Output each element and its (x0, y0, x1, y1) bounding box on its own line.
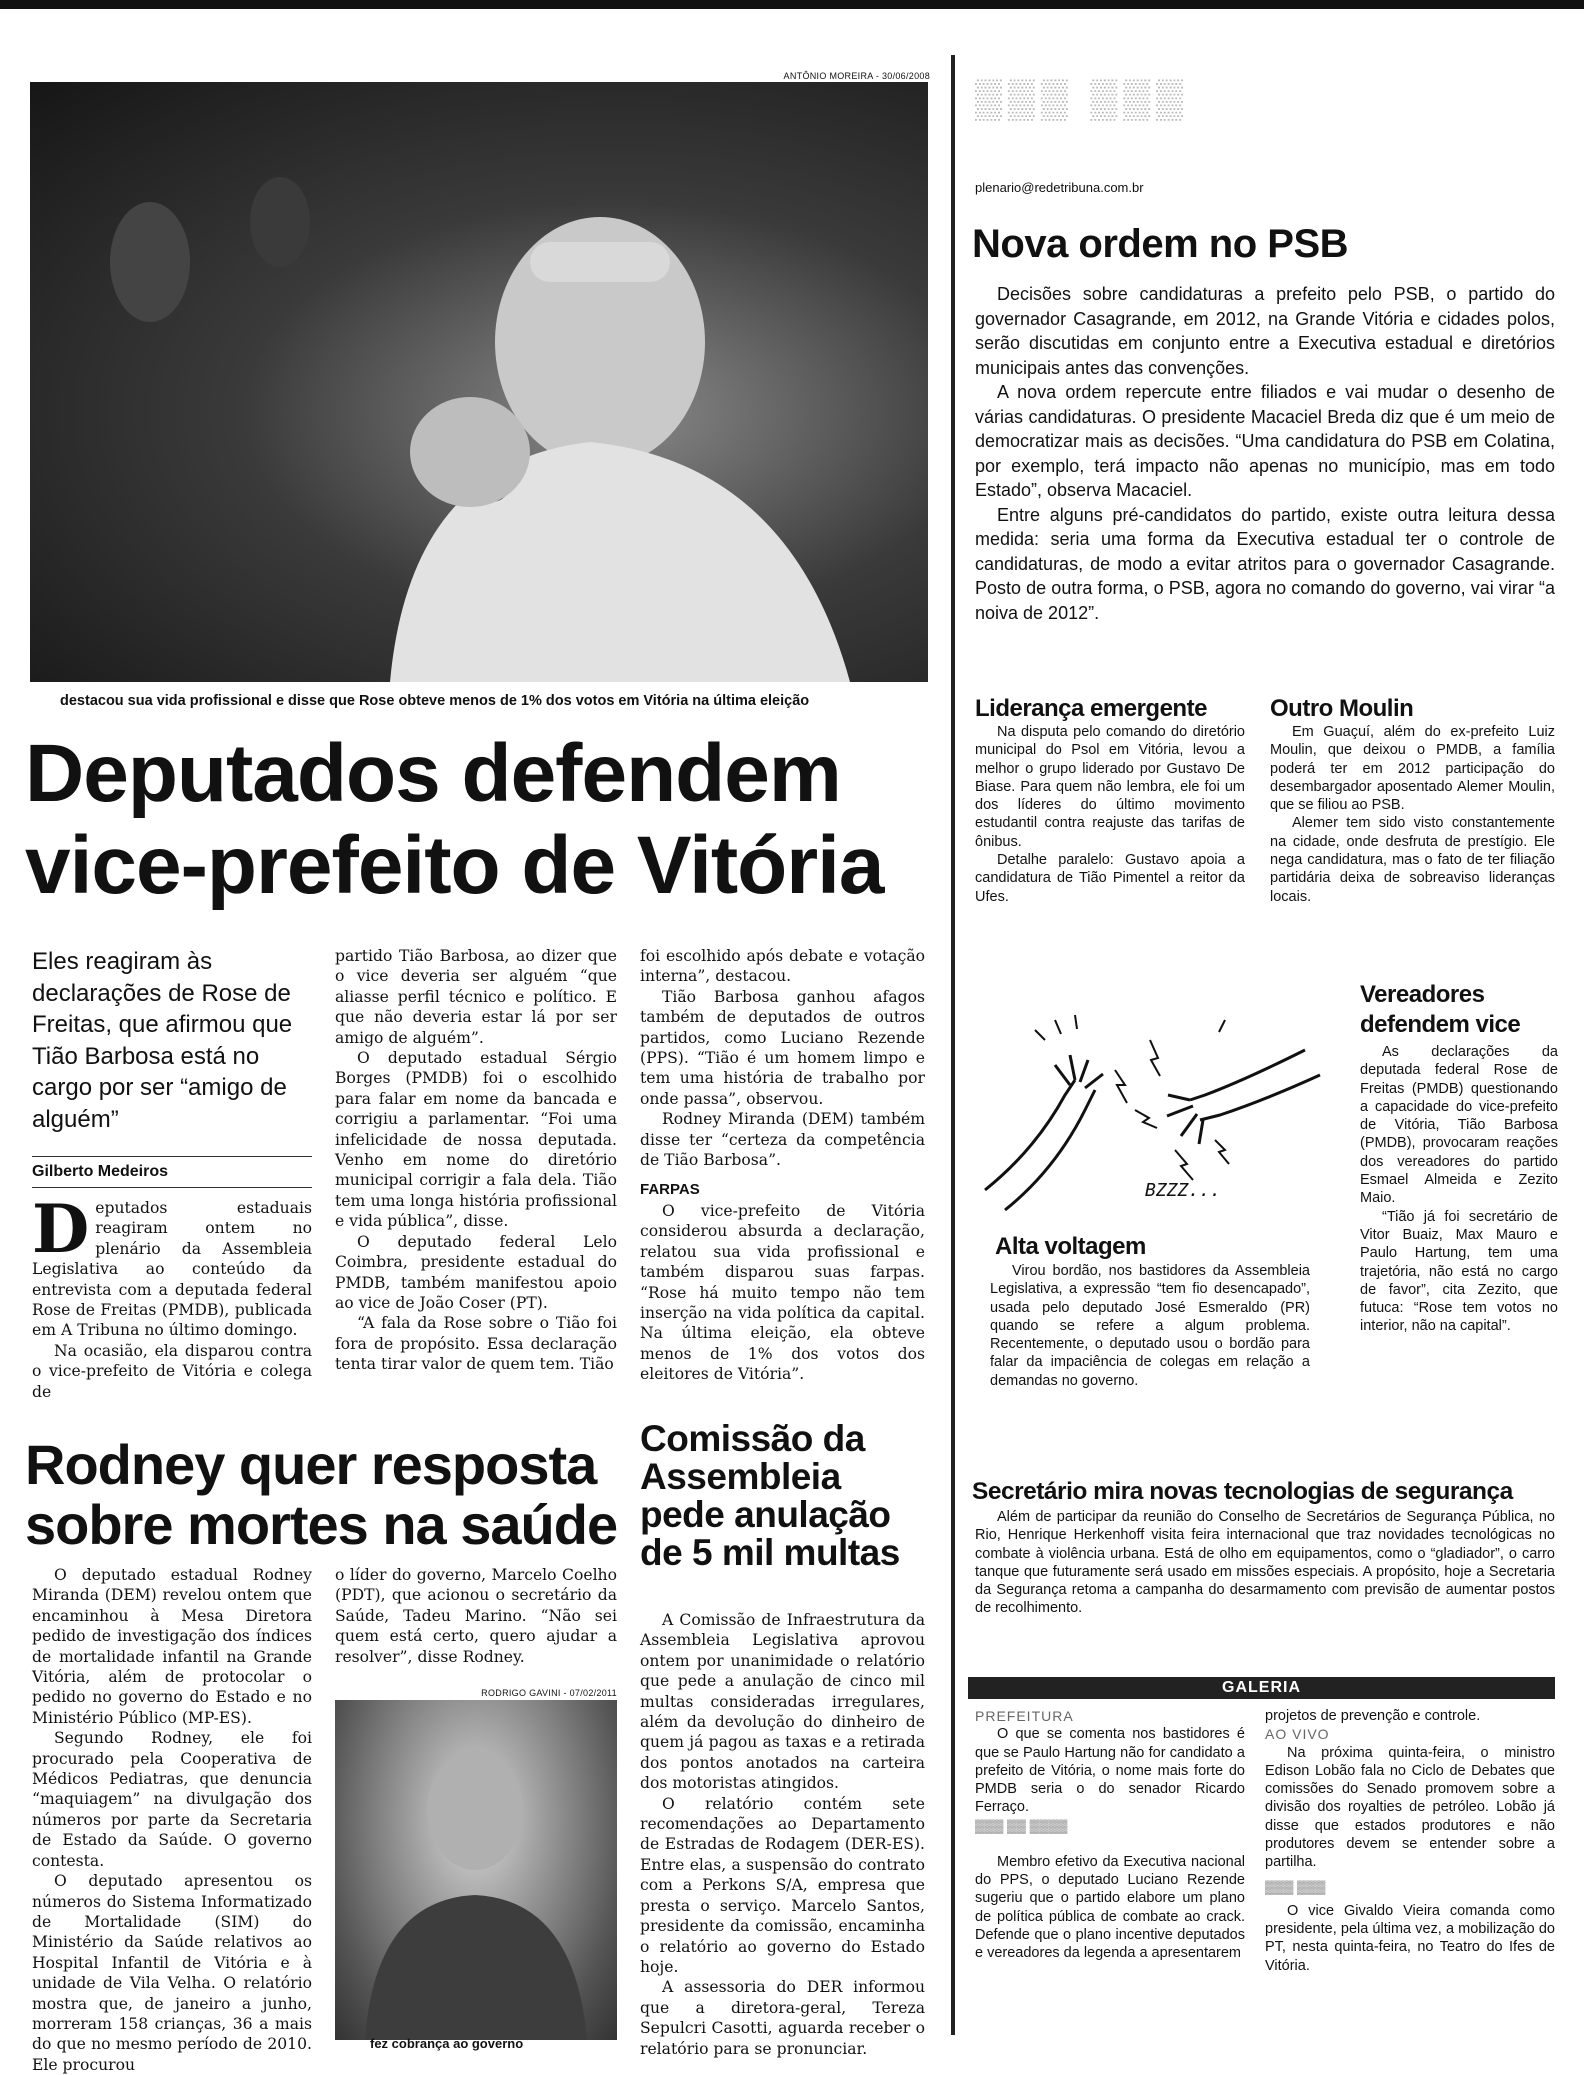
moulin-title: Outro Moulin (1270, 695, 1414, 722)
top-rule (0, 0, 1584, 9)
vereadores-title-line2: defendem vice (1360, 1011, 1521, 1038)
main-headline (25, 728, 935, 912)
news-photo (30, 82, 928, 682)
comissao-headline (640, 1420, 930, 1572)
rodney-headline-line1: Rodney quer resposta (25, 1433, 597, 1496)
main-col2-p1: partido Tião Barbosa, ao dizer que o vice deveria ser alguém “que aliasse perfil técnico e político. E que não deveria estar lá por ser amigo de alguém”. (335, 947, 617, 1047)
comissao-p1: A Comissão de Infraestrutura da Assembleia Legislativa aprovou ontem por unanimidade o relatório que pede a anulação de cinco mil multas consideradas irregulares, além da devolução do dinheiro de quem já pagou as taxas e a retirada dos pontos anotados na carteira dos motoristas atingidos. (640, 1611, 925, 1793)
rodney-headline-line2: sobre mortes na saúde (25, 1493, 618, 1556)
main-col3-p3: Rodney Miranda (DEM) também disse ter “certeza da competência de Tião Barbosa”. (640, 1110, 925, 1170)
moulin-p2: Alemer tem sido visto constantemente na cidade, onde desfruta de prestígio. Ele nega candidatura, mas o fato de ter filiação partidária deixa de sobreaviso lideranças locais. (1270, 815, 1555, 905)
comissao-headline-line3: pede anulação (640, 1494, 891, 1535)
main-col3-p2: Tião Barbosa ganhou afagos também de deputados de outros partidos, como Luciano Rezende (PPS). “Tião é um homem limpo e tem uma história de trabalho por onde passa”, observou. (640, 987, 925, 1108)
comissao-p3: A assessoria do DER informou que a diretora-geral, Tereza Sepulcri Casotti, aguarda receber o relatório para se pronunciar. (640, 1978, 925, 2058)
galeria-bar: GALERIA (968, 1677, 1555, 1699)
main-col2-p4: “A fala da Rose sobre o Tião foi fora de propósito. Essa declaração tenta tirar valor de quem tem. Tião (335, 1314, 617, 1374)
comissao-p2: O relatório contém sete recomendações ao Departamento de Estradas de Rodagem (DER-ES). Entre elas, a suspensão do contrato com a Perkons S/A, empresa que presta o serviço. Marcelo Santos, presidente da comissão, encaminha o relatório ao governo do Estado hoje. (640, 1794, 925, 1976)
rodney-photo (335, 1700, 617, 2040)
galeria-col2 (1265, 1707, 1555, 1975)
comissao-headline-line1: Comissão da (640, 1418, 865, 1459)
galeria-sec4-text: O vice Givaldo Vieira comanda como presidente, pela última vez, a mobilização do PT, nesta quinta-feira, no Teatro do Ifes de Vitória. (1265, 1902, 1555, 1974)
main-headline-line2: vice-prefeito de Vitória (25, 820, 884, 911)
byline-rule (32, 1156, 312, 1157)
column-logo: ▒▒▒ ▒▒▒ (975, 78, 1190, 120)
column-p1: Decisões sobre candidaturas a prefeito pelo PSB, o partido do governador Casagrande, em 2012, na Grande Vitória e cidades polos, serão discutidas em conjunto entre a Executiva estadual e diretórios municipais antes das convenções. (975, 284, 1555, 378)
photo-credit: ANTÔNIO MOREIRA - 30/06/2008 (783, 71, 930, 81)
column-headline: Nova ordem no PSB (972, 222, 1349, 266)
main-col1-p2: Na ocasião, ela disparou contra o vice-prefeito de Vitória e colega de (32, 1341, 312, 1401)
galeria-sec3-title: AO VIVO (1265, 1726, 1330, 1743)
vereadores-p2: “Tião já foi secretário de Vitor Buaiz, Max Mauro e Paulo Hartung, tem uma trajetória, não está no cargo de favor”, cita Zezito, que futuca: “Rose tem votos no interior, não na capital”. (1360, 1208, 1558, 1335)
galeria-sec2-text: Membro efetivo da Executiva nacional do PPS, o deputado Luciano Rezende sugeriu que o partido elabore um plano de política pública de combate ao crack. Defende que o plano incentive deputados e vereadores da legenda a apresentarem (975, 1853, 1245, 1962)
lideranca-p1: Na disputa pelo comando do diretório municipal do Psol em Vitória, levou a melhor o grupo liderado por Gustavo De Biase. Para quem não lembra, ele foi um dos líderes do último movimento estudantil contra reajuste das tarifas de ônibus. (975, 724, 1245, 850)
main-col2-p2: O deputado estadual Sérgio Borges (PMDB) foi o escolhido para falar em nome da bancada e corrigiu a parlamentar. “Foi uma infelicidade de nossa deputada. Venho em nome do diretório municipal corrigir a fala dela. Tião tem uma longa história profissional e vida pública”, disse. (335, 1049, 617, 1231)
rodney-headline (25, 1435, 625, 1555)
vereadores-title (1360, 980, 1520, 1040)
photo-caption: destacou sua vida profissional e disse que Rose obteve menos de 1% dos votos em Vitória na última eleição (60, 693, 810, 709)
cartoon-body (990, 1262, 1310, 1390)
galeria-sec1-title: PREFEITURA (975, 1708, 1074, 1724)
byline: Gilberto Medeiros (32, 1163, 169, 1180)
byline-rule-bottom (32, 1187, 312, 1188)
cartoon-title: Alta voltagem (995, 1233, 1146, 1260)
comissao-headline-line2: Assembleia (640, 1456, 841, 1497)
moulin-p1: Em Guaçuí, além do ex-prefeito Luiz Moulin, que deixou o PMDB, a família poderá ter em 2012 participação do desembargador aposentado Alemer Moulin, que se filiou ao PSB. (1270, 724, 1555, 814)
column-divider (951, 55, 955, 2035)
galeria-sec2-cont: projetos de prevenção e controle. (1265, 1708, 1481, 1724)
portrait-icon (335, 1700, 617, 2040)
column-body (975, 282, 1555, 625)
main-col3-p4: O vice-prefeito de Vitória considerou absurda a declaração, relatou sua vida profissional e também disparou suas farpas. “Rose há muito tempo não tem inserção na vida política da capital. Na última eleição, ela obteve menos de 1% dos votos dos eleitores de Vitória”. (640, 1201, 925, 1384)
galeria-faded-title-2: ▓▓▓ ▓▓▓ (1265, 1878, 1326, 1894)
lideranca-p2: Detalhe paralelo: Gustavo apoia a candidatura de Tião Pimentel a reitor da Ufes. (975, 852, 1245, 905)
secretario-body (975, 1508, 1555, 1618)
rodney-col1-p2: Segundo Rodney, ele foi procurado pela Cooperativa de Médicos Pediatras, que denuncia “maquiagem” na divulgação dos números por parte da Secretaria de Estado da Saúde. O governo contesta. (32, 1729, 312, 1870)
vereadores-body (1360, 1043, 1558, 1336)
secretario-title: Secretário mira novas tecnologias de segurança (972, 1478, 1513, 1505)
rodney-col1 (32, 1565, 312, 2075)
vereadores-p1: As declarações da deputada federal Rose de Freitas (PMDB) questionando a capacidade do vice-prefeito de Vitória, Tião Barbosa (PMDB), provocaram reações dos vereadores do partido Esmael Almeida e Zezito Maio. (1360, 1044, 1558, 1207)
photo-figure-icon (30, 82, 928, 682)
main-col3-p1: foi escolhido após debate e votação interna”, destacou. (640, 947, 925, 986)
galeria-col1 (975, 1707, 1245, 1963)
column-email[interactable]: plenario@redetribuna.com.br (975, 180, 1144, 195)
galeria-sec3-text: Na próxima quinta-feira, o ministro Edison Lobão fala no Ciclo de Debates que comissões do Senado promovem sobre a divisão dos royalties de petróleo. Lobão já disse que estados produtores e não produtores devem se entender sobre a partilha. (1265, 1744, 1555, 1871)
main-col1 (32, 1190, 312, 1402)
main-col2-p3: O deputado federal Lelo Coimbra, presidente estadual do PMDB, também manifestou apoio ao vice de João Coser (PT). (335, 1232, 617, 1312)
rodney-col1-p1: O deputado estadual Rodney Miranda (DEM) revelou ontem que encaminhou à Mesa Diretora pedido de investigação dos índices de mortalidade infantil na Grande Vitória, além de protocolar o pedido no governo do Estado e no Ministério Público (MP-ES). (32, 1566, 312, 1727)
column-p3: Entre alguns pré-candidatos do partido, existe outra leitura dessa medida: seria uma forma da Executiva estadual ter o controle de candidaturas, de modo a evitar atritos para o governador Casagrande. Posto de outra forma, o PSB, agora no comando do governo, vai virar “a noiva de 2012”. (975, 504, 1555, 623)
main-headline-line1: Deputados defendem (25, 728, 841, 819)
rodney-photo-caption: fez cobrança ao governo (370, 2036, 524, 2051)
vereadores-title-line1: Vereadores (1360, 981, 1485, 1008)
column-p2: A nova ordem repercute entre filiados e vai mudar o desenho de várias candidaturas. O presidente Macaciel Breda diz que é um meio de democratizar mais as decisões. “Uma candidatura do PSB em Colatina, por exemplo, terá impacto não apenas no município, mas em todo Estado”, observa Macaciel. (975, 382, 1555, 500)
main-subhead: FARPAS (640, 1181, 700, 1199)
secretario-p1: Além de participar da reunião do Conselho de Secretários de Segurança Pública, no Rio, Henrique Herkenhoff visita feira internacional que traz novidades tecnológicas no combate à violência urbana. Está de olho em equipamentos, como o “gladiador”, o carro tanque que futuramente será usado em missões especiais. A propósito, hoje a Secretaria da Segurança retoma a campanha do desarmamento com previsão de aumentar postos de recolhimento. (975, 1509, 1555, 1617)
main-deck: Eles reagiram às declarações de Rose de Freitas, que afirmou que Tião Barbosa está no cargo por ser “amigo de alguém” (32, 948, 293, 1133)
main-col2 (335, 946, 617, 1375)
lideranca-body (975, 723, 1245, 906)
comissao-body (640, 1610, 925, 2059)
cartoon-sound: BZZZ... (1145, 1180, 1221, 1201)
main-col3 (640, 946, 925, 1385)
dropcap: D (32, 1190, 90, 1268)
moulin-body (1270, 723, 1555, 906)
rodney-col2-p1: o líder do governo, Marcelo Coelho (PDT), que acionou o secretário da Saúde, Tadeu Marino. “Não sei quem está certo, quero ajudar a resolver”, disse Rodney. (335, 1566, 617, 1666)
cartoon (975, 1000, 1325, 1230)
galeria-sec1-text: O que se comenta nos bastidores é que se Paulo Hartung não for candidato a prefeito de Vitória, o nome mais forte do PMDB seria o do senador Ricardo Ferraço. (975, 1726, 1245, 1816)
comissao-headline-line4: de 5 mil multas (640, 1532, 900, 1573)
rodney-col1-p3: O deputado apresentou os números do Sistema Informatizado de Mortalidade (SIM) do Ministério da Saúde relativos ao Hospital Infantil de Vitória e à unidade de Vila Velha. O relatório mostra que, de janeiro a junho, morreram 158 crianças, 36 a mais do que no mesmo período de 2010. Ele procurou (32, 1872, 312, 2074)
lideranca-title: Liderança emergente (975, 695, 1207, 722)
cartoon-p1: Virou bordão, nos bastidores da Assembleia Legislativa, a expressão “tem fio desencapado”, usada pelo deputado José Esmeraldo (PR) quando se refere a algum problema. Recentemente, o deputado usou o bordão para falar da impaciência de colegas em relação a demandas no governo. (990, 1263, 1310, 1389)
rodney-col2 (335, 1565, 617, 1667)
rodney-photo-credit: RODRIGO GAVINI - 07/02/2011 (481, 1688, 617, 1698)
galeria-faded-title: ▓▓▓ ▓▓ ▓▓▓▓ (975, 1817, 1068, 1833)
main-col1-p1: eputados estaduais reagiram ontem no plenário da Assembleia Legislativa ao conteúdo da entrevista com a deputada federal Rose de Freitas (PMDB), publicada em A Tribuna no último domingo. (32, 1199, 312, 1340)
